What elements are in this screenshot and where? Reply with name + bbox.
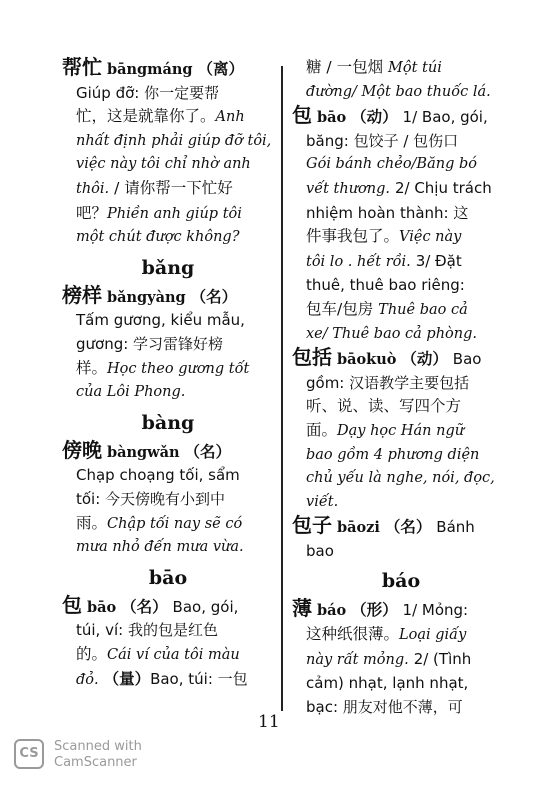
section-heading: bāo (148, 566, 188, 589)
translation: một chút được không? (76, 229, 240, 246)
definition-line: tối: 今天傍晚有小到中 (76, 489, 226, 508)
entry-bao-continued (292, 56, 510, 104)
translation: nhất định phải giúp đỡ tôi, (76, 132, 272, 149)
definition-line: cảm) nhạt, lạnh nhạt, (306, 674, 469, 693)
watermark-line: Scanned with (54, 739, 142, 754)
example-cn: 样。 (76, 358, 108, 377)
headword: 薄 (292, 596, 312, 621)
page-number: 11 (258, 712, 280, 732)
headword: 榜样 (62, 282, 102, 307)
translation: Loại giấy (399, 627, 467, 644)
definition-line: nhiệm hoàn thành: 这 (306, 203, 469, 222)
translation: Phiền anh giúp tôi (107, 205, 242, 222)
definition-line: Giúp đỡ: 你一定要帮 (76, 83, 220, 102)
watermark-text (54, 739, 142, 771)
translation: Anh (215, 109, 245, 126)
part-of-speech: （名） (121, 596, 168, 616)
definition-line: Bao, gói, (172, 597, 239, 616)
example-cn: 雨。 (76, 513, 108, 532)
part-of-speech: （动） (401, 349, 448, 369)
definition-line: 2/ (Tình (413, 649, 472, 668)
headword: 帮忙 (62, 55, 102, 79)
column-divider (281, 66, 283, 711)
definition-line: Chạp choạng tối, sẩm (76, 466, 240, 485)
definition-line: Bao (452, 350, 482, 369)
part-of-speech: （离） (197, 59, 245, 78)
example-cn: 这种纸很薄。 (306, 625, 400, 644)
definition-line: bao (306, 541, 334, 560)
entry-baozi (292, 514, 510, 563)
section-heading: bǎng (141, 256, 195, 279)
headword: 包 (62, 592, 82, 617)
translation: đỏ. (76, 672, 99, 689)
part-of-speech: （名） (190, 286, 238, 306)
pinyin: bāo (316, 109, 347, 127)
translation: Việc này (399, 229, 462, 246)
part-of-speech: （形） (351, 600, 398, 620)
translation: Học theo gương tốt (107, 360, 250, 377)
translation: mưa nhỏ đến mưa vừa. (76, 539, 244, 556)
camscanner-logo-icon: CS (14, 739, 44, 769)
part-of-speech: （名） (184, 441, 232, 461)
section-heading: báo (381, 570, 421, 593)
entry-bangyang (62, 284, 274, 405)
pinyin: báo (316, 602, 347, 620)
part-of-speech: （名） (384, 517, 432, 537)
translation: thôi. (76, 180, 110, 197)
definition-line: Bao, túi: 一包 (150, 670, 248, 689)
entry-baokuo (292, 346, 510, 514)
translation: bao gồm 4 phương diện (306, 446, 480, 463)
definition-line: 1/ Bao, gói, (402, 108, 488, 127)
translation: việc này tôi chỉ nhờ anh (76, 156, 251, 173)
part-of-speech: （量） (103, 669, 151, 689)
translation: Một túi (388, 60, 442, 76)
definition-line: bạc: 朋友对他不薄，可 (306, 697, 463, 716)
definition-line: Tấm gương, kiểu mẫu, (76, 311, 245, 330)
definition-line: băng: 包饺子 / 包伤口 (306, 131, 459, 150)
headword: 包 (292, 103, 312, 128)
example-cn: 面。 (306, 420, 338, 439)
translation: tôi lo . hết rồi. (306, 253, 411, 270)
definition-line: Bánh (436, 518, 475, 537)
translation: viết. (306, 493, 339, 510)
definition-line: 2/ Chịu trách (394, 178, 492, 197)
entry-bao-noun (62, 594, 274, 693)
example-cn: 的。 (76, 644, 108, 663)
example-cn: 吧？ (76, 203, 108, 222)
translation: của Lôi Phong. (76, 384, 186, 401)
headword: 傍晚 (62, 437, 102, 462)
example-cn: 件事我包了。 (306, 227, 400, 246)
entry-bangwan (62, 439, 274, 560)
translation: Chập tối nay sẽ có (107, 515, 243, 532)
pinyin: bāngmáng (106, 61, 193, 78)
entry-bangmang (62, 56, 274, 250)
definition-line: túi, ví: 我的包是红色 (76, 621, 218, 640)
section-heading: bàng (141, 411, 195, 434)
definition-line: gương: 学习雷锋好榜 (76, 334, 224, 353)
headword: 包子 (292, 513, 332, 538)
translation: Gói bánh chẻo/Băng bó (306, 156, 477, 173)
entry-bao-adj (292, 597, 510, 719)
translation: Dạy học Hán ngữ (337, 422, 465, 439)
definition-line: 1/ Mỏng: (402, 601, 469, 620)
part-of-speech: （动） (351, 107, 398, 127)
translation: Cái ví của tôi màu (107, 646, 240, 663)
pinyin: bāozi (336, 519, 380, 537)
example-cn: / 请你帮一下忙好 (109, 178, 233, 197)
pinyin: bāokuò (336, 351, 397, 369)
translation: chủ yếu là nghe, nói, đọc, (306, 470, 495, 487)
watermark-line: CamScanner (54, 755, 137, 770)
translation: này rất mỏng. (306, 651, 409, 668)
example-cn: 忙，这是就靠你了。 (76, 107, 216, 126)
translation: đường/ Một bao thuốc lá. (306, 83, 491, 100)
example-cn: 包车/包房 (306, 299, 374, 318)
right-column (292, 56, 510, 719)
definition-line: 3/ Đặt (415, 251, 462, 270)
entry-bao-verb (292, 104, 510, 346)
example-cn: 听、说、读、写四个方 (306, 397, 462, 416)
definition-line: gồm: 汉语教学主要包括 (306, 373, 470, 392)
headword: 包括 (292, 345, 332, 370)
definition-line: thuê, thuê bao riêng: (306, 276, 465, 295)
translation: Thuê bao cả (378, 301, 468, 318)
translation: xe/ Thuê bao cả phòng. (306, 325, 478, 342)
left-column (62, 56, 274, 693)
pinyin: bǎngyàng (106, 288, 186, 306)
example-cn: 糖 / 一包烟 (306, 58, 384, 76)
translation: vết thương. (306, 180, 391, 197)
pinyin: bāo (86, 598, 117, 616)
pinyin: bàngwǎn (106, 443, 180, 461)
